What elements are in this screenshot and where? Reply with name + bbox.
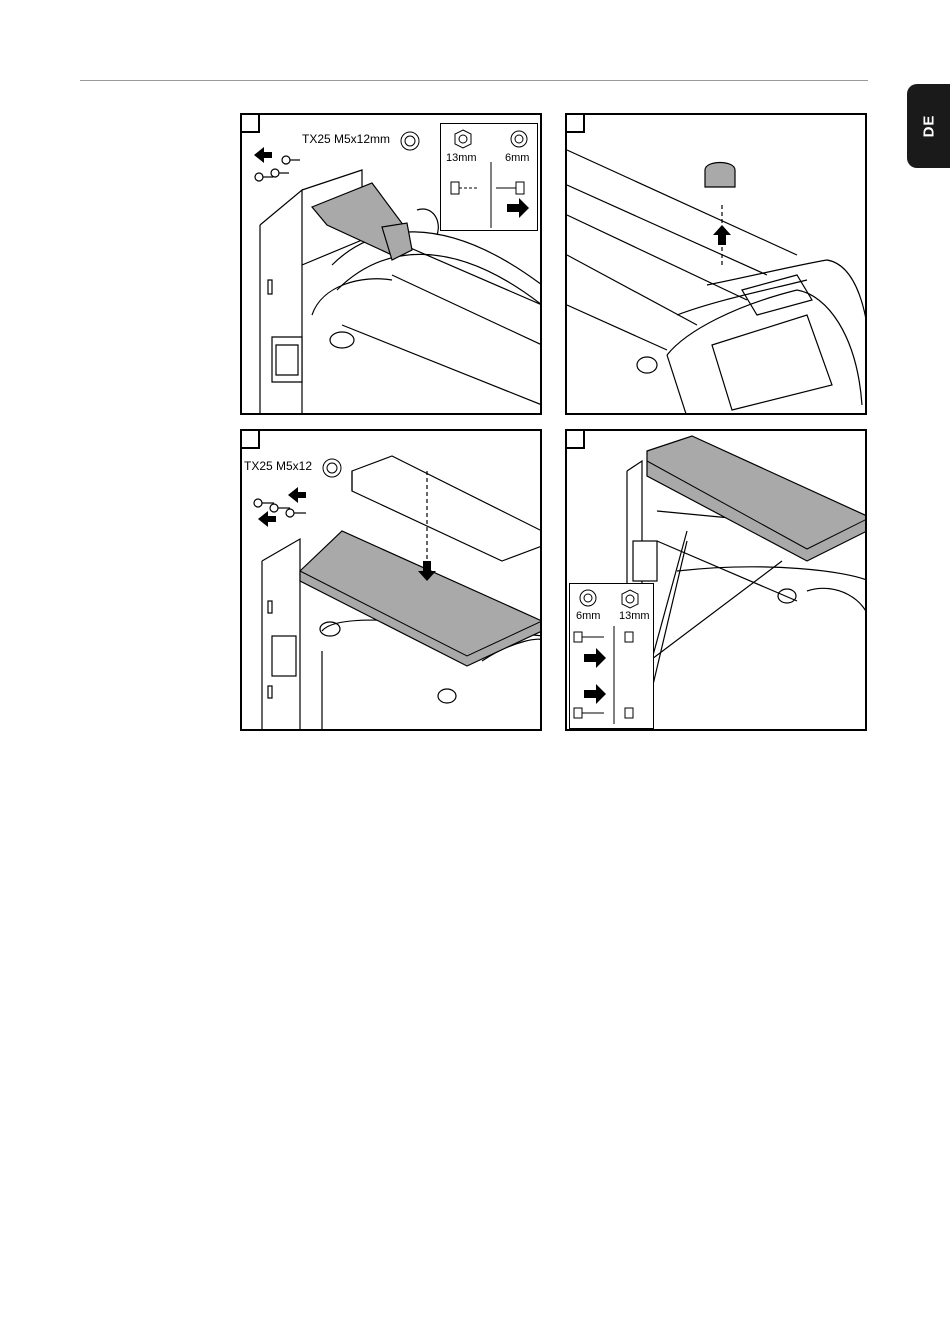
step-number-box [567, 115, 585, 133]
attach-tray-illustration [242, 431, 542, 731]
tool-size-b: 13mm [619, 610, 650, 622]
illustration-step-4 [565, 429, 867, 731]
arrow-icon [713, 225, 731, 245]
tool-inset [569, 583, 654, 729]
arrow-icon [254, 147, 272, 163]
step-number-box [242, 431, 260, 449]
language-tab[interactable] [907, 84, 950, 168]
language-tab-label: DE [920, 114, 937, 138]
tool-inset [440, 123, 538, 231]
header-rule [80, 80, 868, 81]
tool-size-b: 6mm [505, 152, 530, 164]
step-number-box [567, 431, 585, 449]
step-number-box [242, 115, 260, 133]
arrow-icon [507, 198, 529, 218]
spec-label: TX25 M5x12 [244, 459, 313, 473]
remove-cap-illustration [567, 115, 867, 415]
illustration-step-3 [240, 429, 542, 731]
arrow-icon [584, 648, 606, 668]
arrow-icon [288, 487, 306, 503]
illustration-step-1 [240, 113, 542, 415]
torx-icon [322, 458, 342, 478]
arrow-icon [584, 684, 606, 704]
cap-part [705, 163, 735, 188]
illustration-step-2 [565, 113, 867, 415]
tool-inset-drawing [570, 584, 655, 730]
spec-label: TX25 M5x12mm [302, 132, 391, 146]
torx-icon [400, 131, 420, 151]
tool-size-a: 6mm [576, 610, 601, 622]
arrow-icon [258, 511, 276, 527]
tool-inset-drawing [441, 124, 539, 232]
tool-size-a: 13mm [446, 152, 477, 164]
